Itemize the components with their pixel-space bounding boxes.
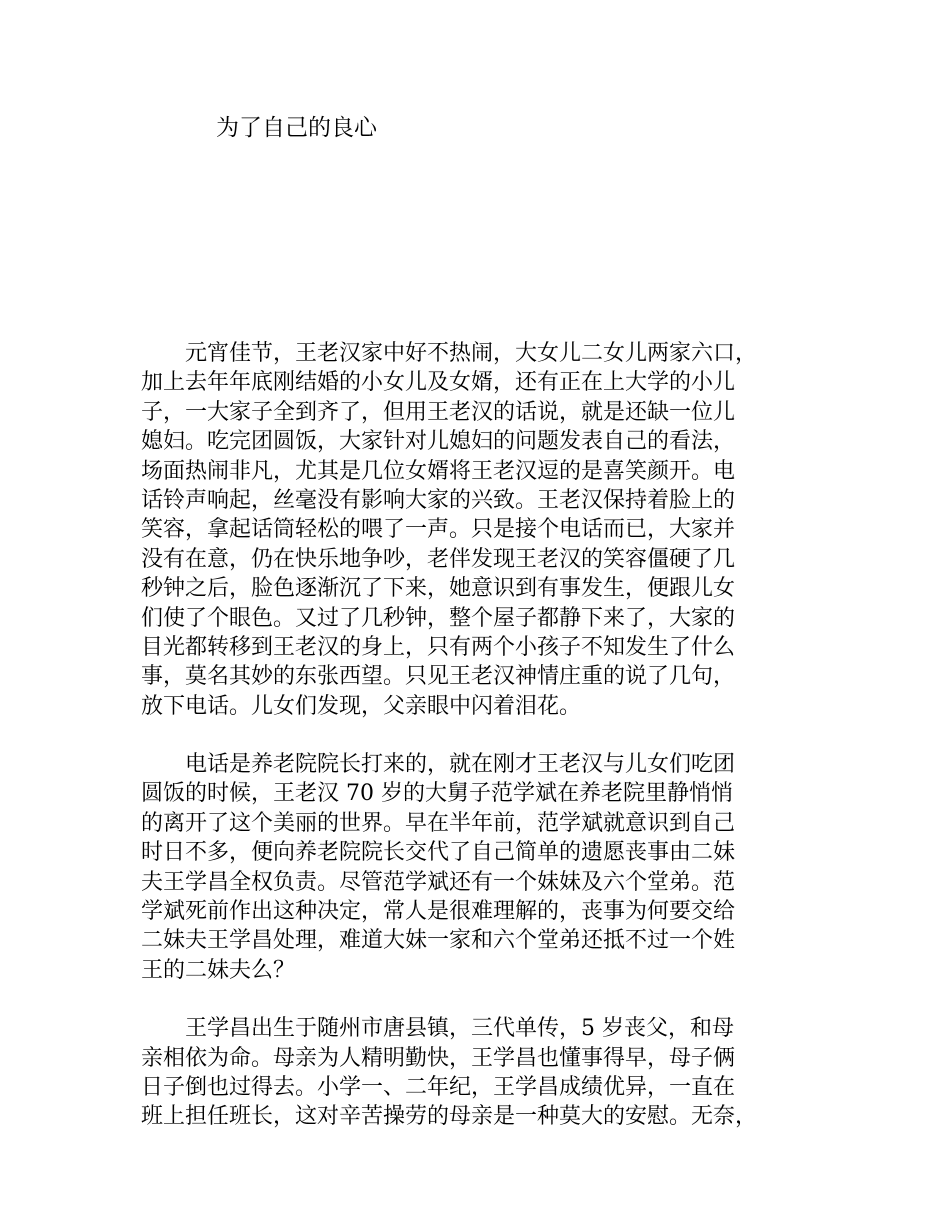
paragraph-3 bbox=[141, 1014, 831, 1132]
text-line: 加上去年年底刚结婚的小女儿及女婿，还有正在上大学的小儿 bbox=[141, 370, 736, 396]
text-line: 没有在意，仍在快乐地争吵，老伴发现王老汉的笑容僵硬了几 bbox=[141, 546, 736, 572]
text-line: 王的二妹夫么？ bbox=[141, 957, 296, 983]
text-line: 秒钟之后，脸色逐渐沉了下来，她意识到有事发生，便跟儿女 bbox=[141, 576, 736, 602]
paragraph-1 bbox=[141, 339, 831, 721]
text-line: 媳妇。吃完团圆饭，大家针对儿媳妇的问题发表自己的看法， bbox=[141, 429, 736, 455]
text-line: 事，莫名其妙的东张西望。只见王老汉神情庄重的说了几句， bbox=[141, 664, 736, 690]
text-line: 王学昌出生于随州市唐县镇，三代单传，5 岁丧父，和母 bbox=[141, 1016, 734, 1042]
text-line: 班上担任班长，这对辛苦操劳的母亲是一种莫大的安慰。无奈， bbox=[141, 1104, 758, 1130]
text-line: 元宵佳节，王老汉家中好不热闹，大女儿二女儿两家六口， bbox=[141, 341, 758, 366]
text-line: 笑容，拿起话筒轻松的喂了一声。只是接个电话而已，大家并 bbox=[141, 517, 736, 543]
text-line: 目光都转移到王老汉的身上，只有两个小孩子不知发生了什么 bbox=[141, 634, 736, 660]
text-line: 子，一大家子全到齐了，但用王老汉的话说，就是还缺一位儿 bbox=[141, 399, 736, 425]
document-body bbox=[141, 339, 831, 1161]
text-line: 场面热闹非凡，尤其是几位女婿将王老汉逗的是喜笑颜开。电 bbox=[141, 458, 736, 484]
document-title: 为了自己的良心 bbox=[216, 115, 377, 141]
text-line: 放下电话。儿女们发现，父亲眼中闪着泪花。 bbox=[141, 693, 582, 719]
text-line: 的离开了这个美丽的世界。早在半年前，范学斌就意识到自己 bbox=[141, 810, 736, 836]
text-line: 亲相依为命。母亲为人精明勤快，王学昌也懂事得早，母子俩 bbox=[141, 1045, 736, 1071]
text-line: 话铃声响起，丝毫没有影响大家的兴致。王老汉保持着脸上的 bbox=[141, 487, 736, 513]
text-line: 学斌死前作出这种决定，常人是很难理解的，丧事为何要交给 bbox=[141, 899, 736, 925]
text-line: 圆饭的时候，王老汉 70 岁的大舅子范学斌在养老院里静悄悄 bbox=[141, 781, 733, 807]
text-line: 们使了个眼色。又过了几秒钟，整个屋子都静下来了，大家的 bbox=[141, 605, 736, 631]
text-line: 电话是养老院院长打来的，就在刚才王老汉与儿女们吃团 bbox=[141, 752, 736, 778]
text-line: 二妹夫王学昌处理，难道大妹一家和六个堂弟还抵不过一个姓 bbox=[141, 928, 736, 954]
text-line: 夫王学昌全权负责。尽管范学斌还有一个妹妹及六个堂弟。范 bbox=[141, 869, 736, 895]
text-line: 日子倒也过得去。小学一、二年纪，王学昌成绩优异，一直在 bbox=[141, 1074, 736, 1100]
text-line: 时日不多，便向养老院院长交代了自己简单的遗愿丧事由二妹 bbox=[141, 840, 736, 866]
paragraph-2 bbox=[141, 750, 831, 985]
